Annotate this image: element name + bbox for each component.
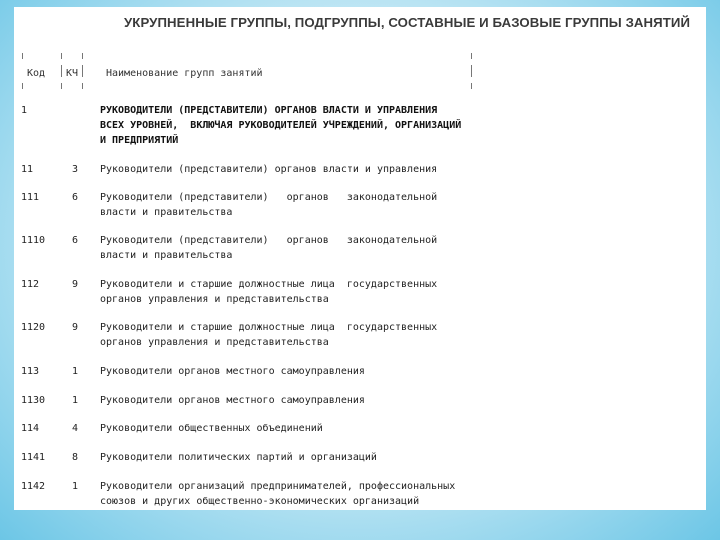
document-page — [14, 7, 706, 510]
row-name: Руководители органов местного самоуправления — [100, 395, 365, 406]
row-name: Руководители организаций предпринимателей, профессиональных союзов и других общественно-экономических организаций — [100, 481, 456, 507]
row-code: 1 — [21, 105, 28, 116]
row-code: 1142 — [21, 481, 46, 492]
row-kc: 4 — [72, 423, 79, 434]
row-kc: 3 — [72, 164, 79, 175]
header-border-tick — [82, 53, 83, 59]
row-code: 11 — [21, 164, 34, 175]
row-name: Руководители и старшие должностные лица государственных органов управления и представительства — [100, 322, 438, 348]
header-border-tick — [22, 53, 23, 59]
header-name: Наименование групп занятий — [106, 68, 263, 79]
row-code: 114 — [21, 423, 40, 434]
row-name: Руководители политических партий и организаций — [100, 452, 377, 463]
row-kc: 1 — [72, 481, 79, 492]
row-kc: 1 — [72, 395, 79, 406]
header-border-tick — [61, 53, 62, 59]
page-title: УКРУПНЕННЫЕ ГРУППЫ, ПОДГРУППЫ, СОСТАВНЫЕ И БАЗОВЫЕ ГРУППЫ ЗАНЯТИЙ — [124, 15, 691, 30]
header-border-tick — [471, 53, 472, 59]
row-name: Руководители (представители) органов законодательной власти и правительства — [100, 192, 438, 218]
row-code: 1130 — [21, 395, 46, 406]
row-name: Руководители (представители) органов законодательной власти и правительства — [100, 235, 438, 261]
header-column-divider — [471, 65, 472, 77]
row-code: 112 — [21, 279, 40, 290]
row-kc: 9 — [72, 322, 79, 333]
row-name: Руководители (представители) органов власти и управления — [100, 164, 438, 175]
header-border-tick — [471, 83, 472, 89]
row-name: Руководители и старшие должностные лица государственных органов управления и представительства — [100, 279, 438, 305]
row-kc: 6 — [72, 192, 79, 203]
row-kc: 9 — [72, 279, 79, 290]
row-code: 111 — [21, 192, 40, 203]
row-code: 1120 — [21, 322, 46, 333]
header-column-divider — [61, 65, 62, 77]
row-kc: 8 — [72, 452, 79, 463]
row-name: РУКОВОДИТЕЛИ (ПРЕДСТАВИТЕЛИ) ОРГАНОВ ВЛАСТИ И УПРАВЛЕНИЯ ВСЕХ УРОВНЕЙ, ВКЛЮЧАЯ РУКОВОДИТЕЛЕЙ УЧРЕЖДЕНИЙ, ОРГАНИЗАЦИЙ И ПРЕДПРИЯТИЙ — [100, 105, 462, 146]
row-code: 1141 — [21, 452, 46, 463]
row-name: Руководители органов местного самоуправления — [100, 366, 365, 377]
row-name: Руководители общественных объединений — [100, 423, 323, 434]
row-kc: 6 — [72, 235, 79, 246]
header-border-tick — [61, 83, 62, 89]
header-border-tick — [82, 83, 83, 89]
header-kc: КЧ — [66, 68, 79, 79]
header-code: Код — [27, 68, 46, 79]
header-border-tick — [22, 83, 23, 89]
header-column-divider — [82, 65, 83, 77]
row-kc: 1 — [72, 366, 79, 377]
row-code: 113 — [21, 366, 40, 377]
row-code: 1110 — [21, 235, 46, 246]
